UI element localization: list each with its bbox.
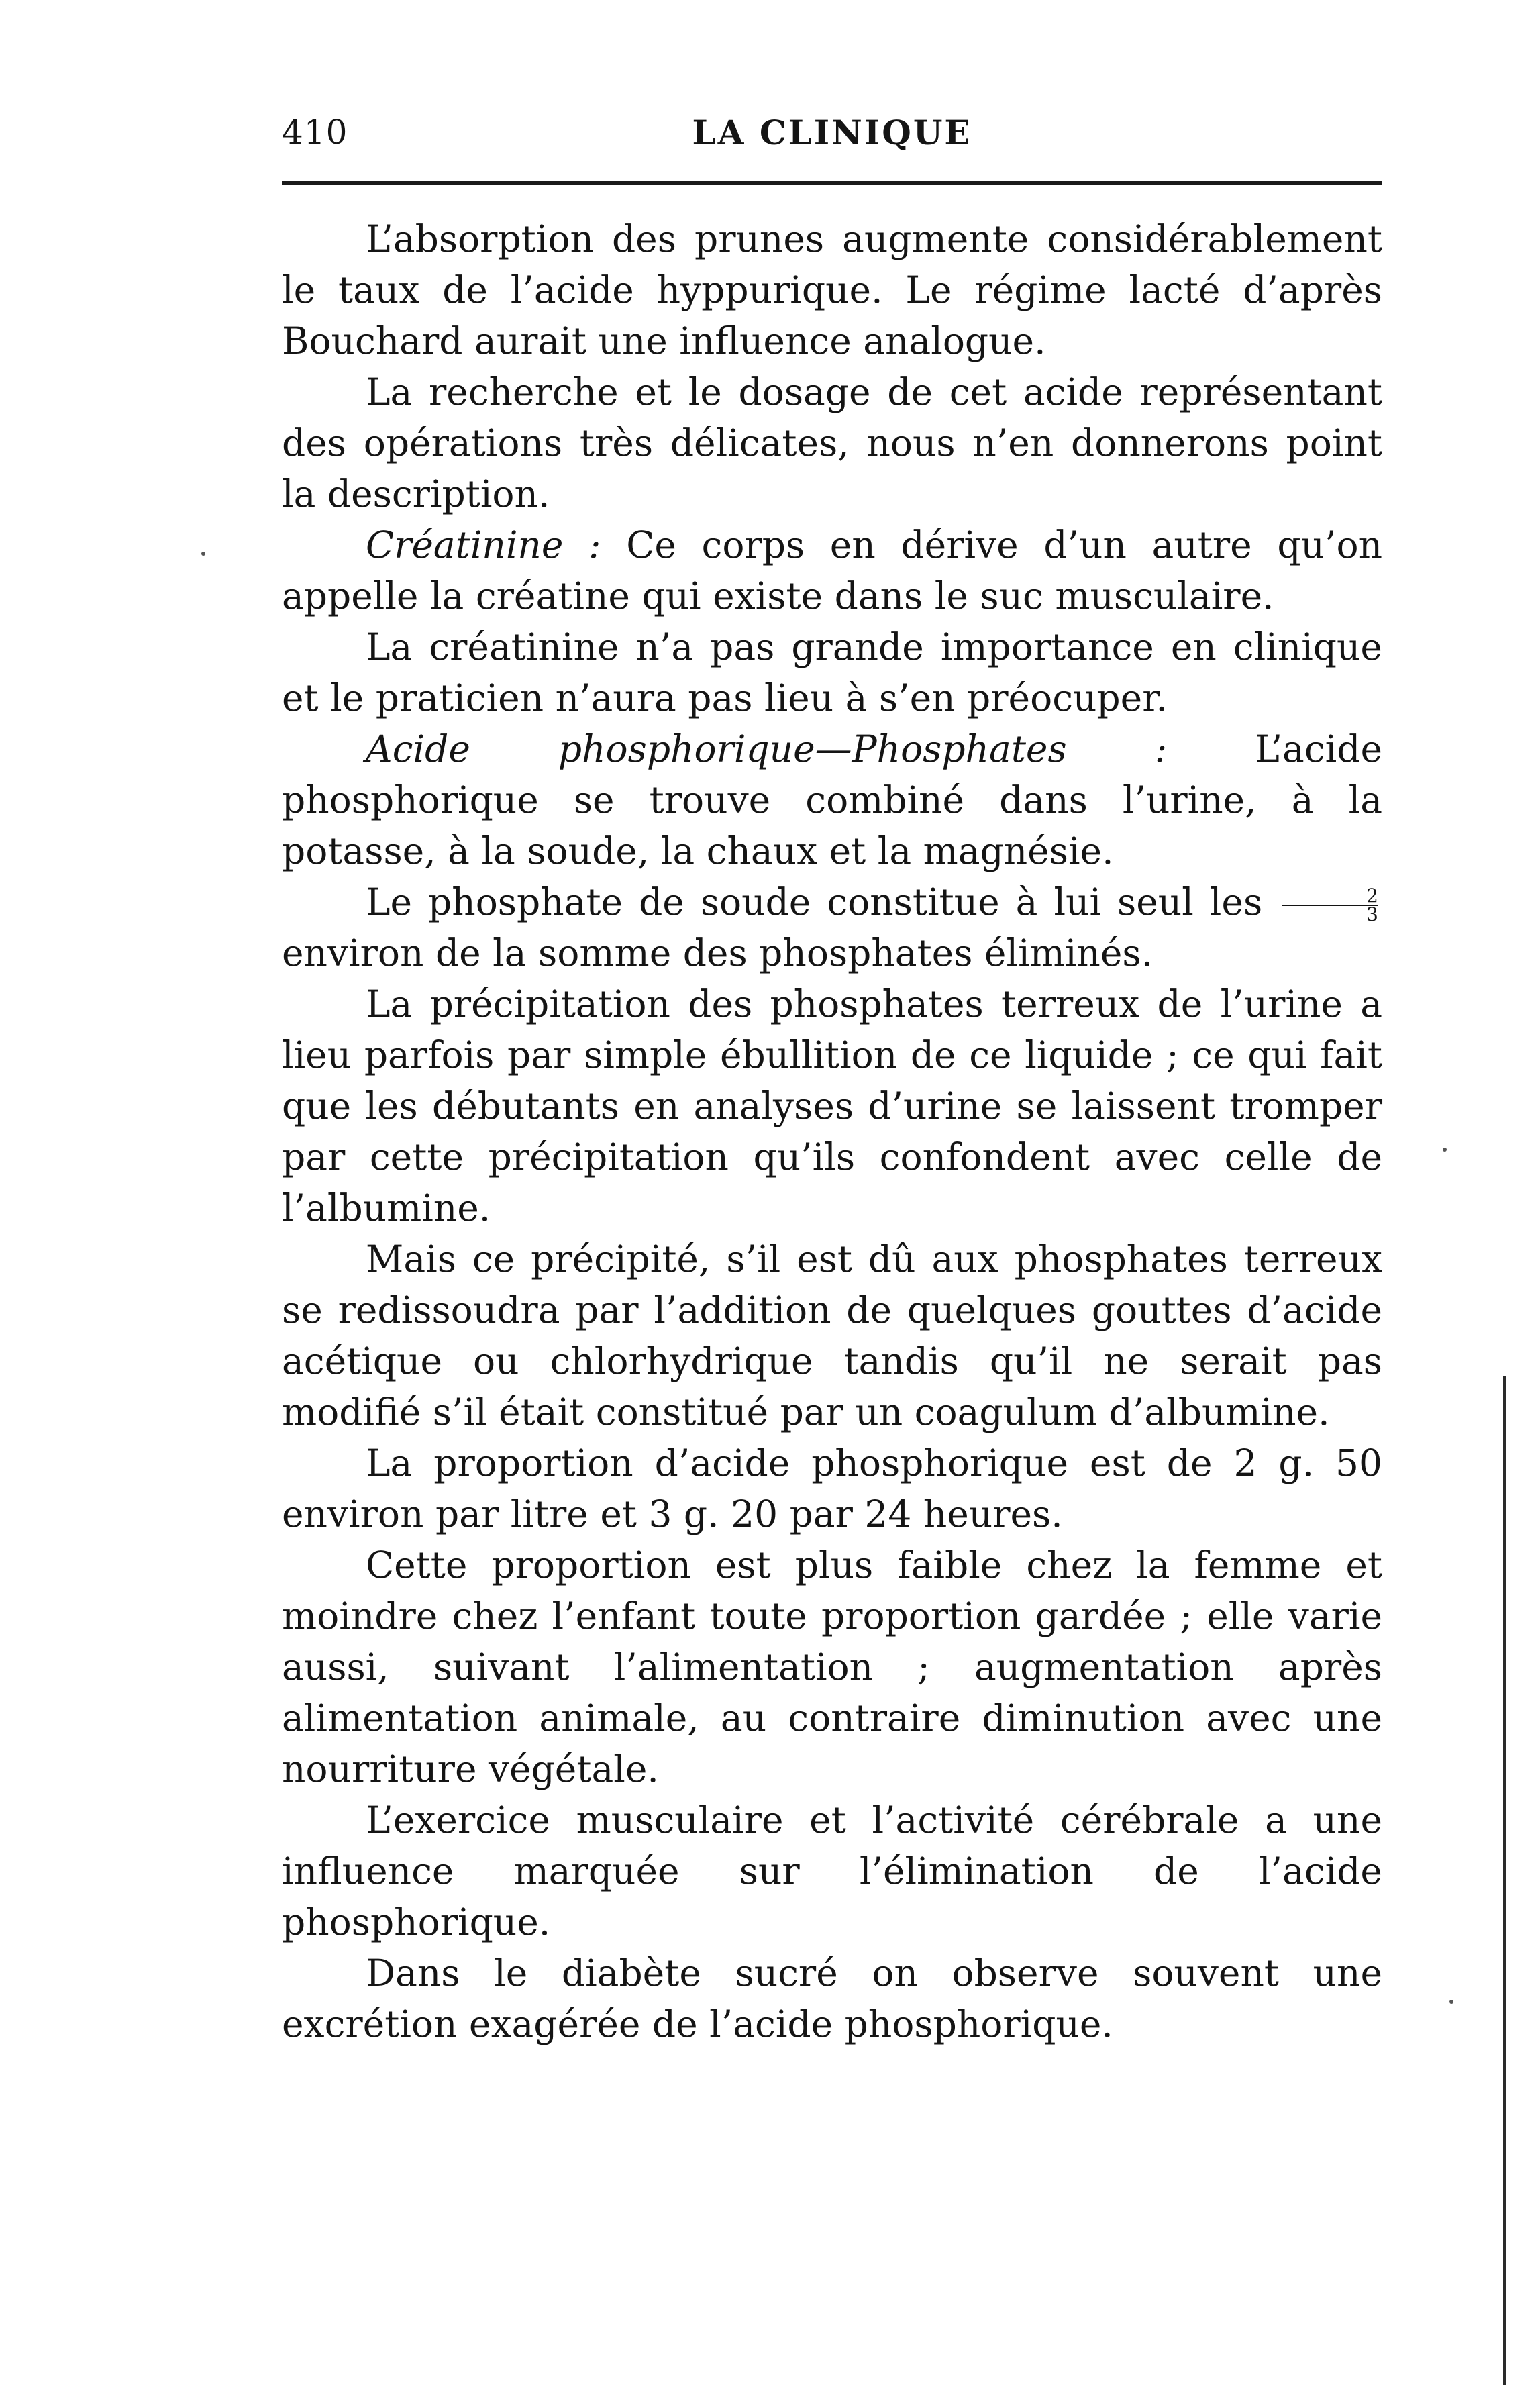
paragraph-text: environ de la somme des phosphates éliminés. [282, 931, 1153, 974]
page-number: 410 [282, 113, 348, 152]
scan-speck [201, 552, 205, 556]
body-text [282, 213, 1382, 2049]
paragraph-text: La créatinine n’a pas grande importance en clinique et le praticien n’aura pas lieu à s’en préocuper. [282, 625, 1382, 719]
scan-edge-line [1503, 1376, 1506, 2385]
paragraph-text: Dans le diabète sucré on observe souvent une excrétion exagérée de l’acide phosphorique. [282, 1951, 1382, 2045]
paragraph [282, 1947, 1382, 2049]
paragraph [282, 621, 1382, 723]
fraction-numerator: 2 [1366, 884, 1378, 907]
scan-speck [1449, 2000, 1453, 2004]
fraction [1282, 884, 1378, 925]
paragraph [282, 1539, 1382, 1794]
paragraph [282, 1437, 1382, 1539]
paragraph-text: L’exercice musculaire et l’activité cérébrale a une influence marquée sur l’élimination de l’acide phosphorique. [282, 1798, 1382, 1943]
paragraph-text: La recherche et le dosage de cet acide représentant des opérations très délicates, nous n’en donnerons point la description. [282, 370, 1382, 515]
running-title: LA CLINIQUE [692, 113, 972, 152]
paragraph [282, 978, 1382, 1233]
paragraph-text: La précipitation des phosphates terreux de l’urine a lieu parfois par simple ébullition de ce liquide ; ce qui fait que les débutants en analyses d’urine se laissent tromper par cette précipitation qu’ils confondent avec celle de l’albumine. [282, 982, 1382, 1229]
paragraph [282, 723, 1382, 876]
header-rule [282, 181, 1382, 185]
paragraph [282, 876, 1382, 978]
scan-speck [1443, 1148, 1447, 1152]
paragraph-text: Le phosphate de soude constitue à lui seul les [366, 880, 1279, 923]
paragraph-text: Ce corps en dérive d’un autre qu’on appelle la créatine qui existe dans le suc musculaire. [282, 523, 1382, 617]
paragraph [282, 519, 1382, 621]
section-lead: Créatinine : [366, 523, 601, 566]
paragraph-text: Mais ce précipité, s’il est dû aux phosphates terreux se redissoudra par l’addition de quelques gouttes d’acide acétique ou chlorhydrique tandis qu’il ne serait pas modifié s’il était constitué par un coagulum d’albumine. [282, 1237, 1382, 1433]
paragraph-text: La proportion d’acide phosphorique est de 2 g. 50 environ par litre et 3 g. 20 par 24 heures. [282, 1441, 1382, 1535]
paragraph [282, 213, 1382, 366]
paragraph [282, 1233, 1382, 1437]
page-header [282, 113, 1382, 166]
paragraph-text: L’acide phosphorique se trouve combiné dans l’urine, à la potasse, à la soude, la chaux et la magnésie. [282, 727, 1382, 872]
paragraph-text: Cette proportion est plus faible chez la femme et moindre chez l’enfant toute proportion gardée ; elle varie aussi, suivant l’alimentation ; augmentation après alimentation animale, au contraire diminution avec une nourriture végétale. [282, 1543, 1382, 1790]
paragraph [282, 366, 1382, 519]
paragraph-text: L’absorption des prunes augmente considérablement le taux de l’acide hyppurique. Le régime lacté d’après Bouchard aurait une influence analogue. [282, 217, 1382, 362]
paragraph [282, 1794, 1382, 1947]
fraction-denominator: 3 [1282, 905, 1378, 923]
section-lead: Acide phosphorique—Phosphates : [366, 727, 1168, 770]
